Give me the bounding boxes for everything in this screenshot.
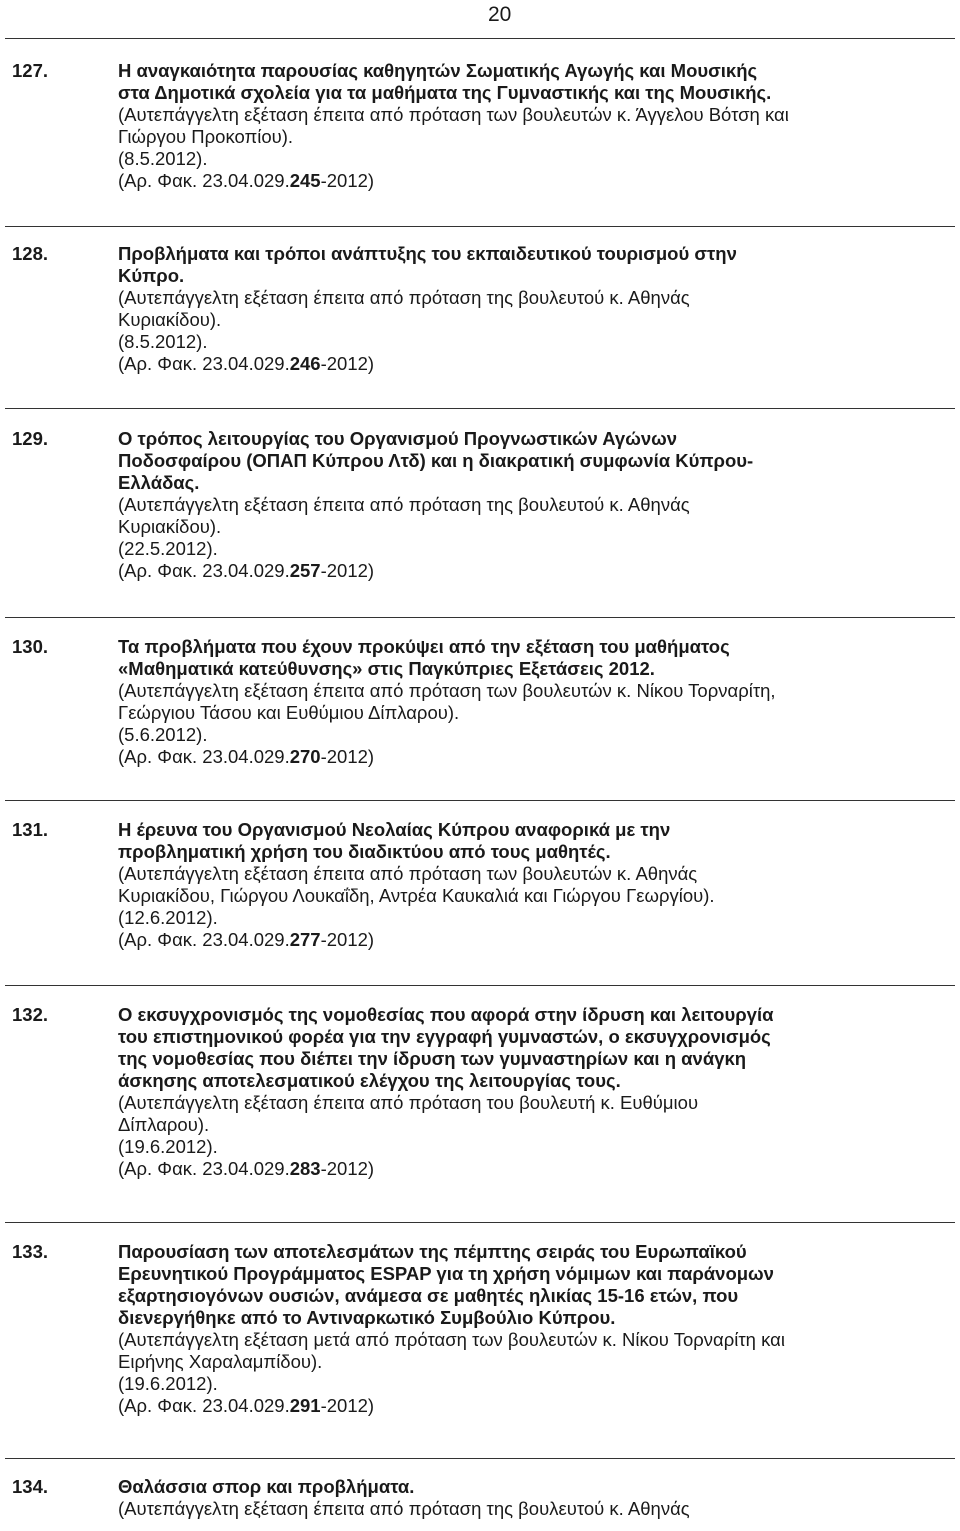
item-detail-line: Γιώργου Προκοπίου).: [118, 126, 294, 147]
item-body: [118, 243, 950, 375]
item-body: [118, 60, 950, 192]
file-prefix: (Αρ. Φακ. 23.04.029.: [118, 560, 290, 581]
file-suffix: -2012): [320, 929, 375, 950]
item-date: (8.5.2012).: [118, 148, 208, 169]
item-detail-line: (Αυτεπάγγελτη εξέταση έπειτα από πρόταση των βουλευτών κ. Νίκου Τορναρίτη,: [118, 680, 776, 701]
file-prefix: (Αρ. Φακ. 23.04.029.: [118, 170, 290, 191]
item-number: 127.: [12, 60, 49, 81]
item-detail-line: Ειρήνης Χαραλαμπίδου).: [118, 1351, 323, 1372]
item-detail-line: Κυριακίδου).: [118, 309, 222, 330]
item-date: (22.5.2012).: [118, 538, 218, 559]
item-file-ref: [118, 560, 950, 582]
item-number: 131.: [12, 819, 49, 840]
item-number: 130.: [12, 636, 49, 657]
item-file-ref: [118, 353, 950, 375]
item-detail-line: Κυριακίδου).: [118, 516, 222, 537]
item-number: 132.: [12, 1004, 49, 1025]
item-detail-line: Δίπλαρου).: [118, 1114, 210, 1135]
item-date: (5.6.2012).: [118, 724, 208, 745]
divider-top: [5, 38, 955, 39]
divider: [5, 617, 955, 618]
item-title-line: Ο τρόπος λειτουργίας του Οργανισμού Προγνωστικών Αγώνων: [118, 428, 678, 449]
divider: [5, 408, 955, 409]
item-title-line: άσκησης αποτελεσματικού ελέγχου της λειτουργίας τους.: [118, 1070, 621, 1091]
file-prefix: (Αρ. Φακ. 23.04.029.: [118, 929, 290, 950]
file-prefix: (Αρ. Φακ. 23.04.029.: [118, 1395, 290, 1416]
item-title-line: «Μαθηματικά κατεύθυνσης» στις Παγκύπριες Εξετάσεις 2012.: [118, 658, 655, 679]
item-body: [118, 636, 950, 768]
item-title-line: Παρουσίαση των αποτελεσμάτων της πέμπτης σειράς του Ευρωπαϊκού: [118, 1241, 747, 1262]
item-detail-line: (Αυτεπάγγελτη εξέταση έπειτα από πρόταση των βουλευτών κ. Αθηνάς: [118, 863, 698, 884]
item-title-line: Κύπρο.: [118, 265, 185, 286]
item-detail-line: (Αυτεπάγγελτη εξέταση έπειτα από πρόταση της βουλευτού κ. Αθηνάς: [118, 1498, 690, 1519]
item-date: (12.6.2012).: [118, 907, 218, 928]
item-file-ref: [118, 746, 950, 768]
item-body: [118, 1241, 950, 1417]
item-body: [118, 1004, 950, 1180]
item-number: 129.: [12, 428, 49, 449]
item-title-line: στα Δημοτικά σχολεία για τα μαθήματα της Γυμναστικής και της Μουσικής.: [118, 82, 772, 103]
divider: [5, 800, 955, 801]
file-number: 246: [289, 353, 321, 374]
file-prefix: (Αρ. Φακ. 23.04.029.: [118, 746, 290, 767]
item-body: [118, 819, 950, 951]
item-title-line: Ερευνητικού Προγράμματος ESPAP για τη χρήση νόμιμων και παράνομων: [118, 1263, 774, 1284]
item-title-line: Η αναγκαιότητα παρουσίας καθηγητών Σωματικής Αγωγής και Μουσικής: [118, 60, 758, 81]
item-title-line: Ποδοσφαίρου (ΟΠΑΠ Κύπρου Λτδ) και η διακρατική συμφωνία Κύπρου-: [118, 450, 754, 471]
item-title-line: Η έρευνα του Οργανισμού Νεολαίας Κύπρου αναφορικά με την: [118, 819, 671, 840]
divider: [5, 1222, 955, 1223]
item-date: (19.6.2012).: [118, 1136, 218, 1157]
file-number: 291: [289, 1395, 321, 1416]
file-suffix: -2012): [320, 560, 375, 581]
item-date: (19.6.2012).: [118, 1373, 218, 1394]
item-file-ref: [118, 929, 950, 951]
item-title-line: διενεργήθηκε από το Αντιναρκωτικό Συμβούλιο Κύπρου.: [118, 1307, 616, 1328]
item-detail-line: (Αυτεπάγγελτη εξέταση έπειτα από πρόταση της βουλευτού κ. Αθηνάς: [118, 494, 690, 515]
item-detail-line: (Αυτεπάγγελτη εξέταση έπειτα από πρόταση των βουλευτών κ. Άγγελου Βότση και: [118, 104, 789, 125]
file-suffix: -2012): [320, 1395, 375, 1416]
file-number: 283: [289, 1158, 321, 1179]
file-suffix: -2012): [320, 746, 375, 767]
file-suffix: -2012): [320, 170, 375, 191]
item-body: [118, 1476, 950, 1520]
file-number: 277: [289, 929, 321, 950]
item-number: 133.: [12, 1241, 49, 1262]
page-number: 20: [488, 3, 512, 26]
divider: [5, 226, 955, 227]
item-detail-line: (Αυτεπάγγελτη εξέταση έπειτα από πρόταση της βουλευτού κ. Αθηνάς: [118, 287, 690, 308]
item-title-line: Προβλήματα και τρόποι ανάπτυξης του εκπαιδευτικού τουρισμού στην: [118, 243, 737, 264]
file-number: 270: [289, 746, 321, 767]
item-body: [118, 428, 950, 582]
file-suffix: -2012): [320, 1158, 375, 1179]
item-number: 134.: [12, 1476, 49, 1497]
item-title-line: προβληματική χρήση του διαδικτύου από τους μαθητές.: [118, 841, 611, 862]
item-title-line: του επιστημονικού φορέα για την εγγραφή γυμναστών, ο εκσυγχρονισμός: [118, 1026, 771, 1047]
item-detail-line: Κυριακίδου, Γιώργου Λουκαΐδη, Αντρέα Καυκαλιά και Γιώργου Γεωργίου).: [118, 885, 715, 906]
item-title-line: Θαλάσσια σπορ και προβλήματα.: [118, 1476, 415, 1497]
file-number: 257: [289, 560, 321, 581]
item-title-line: εξαρτησιογόνων ουσιών, ανάμεσα σε μαθητές ηλικίας 15-16 ετών, που: [118, 1285, 739, 1306]
item-title-line: Ο εκσυγχρονισμός της νομοθεσίας που αφορά στην ίδρυση και λειτουργία: [118, 1004, 774, 1025]
item-detail-line: (Αυτεπάγγελτη εξέταση μετά από πρόταση των βουλευτών κ. Νίκου Τορναρίτη και: [118, 1329, 785, 1350]
item-title-line: της νομοθεσίας που διέπει την ίδρυση των γυμναστηρίων και η ανάγκη: [118, 1048, 747, 1069]
item-number: 128.: [12, 243, 49, 264]
file-prefix: (Αρ. Φακ. 23.04.029.: [118, 1158, 290, 1179]
item-file-ref: [118, 1395, 950, 1417]
item-file-ref: [118, 170, 950, 192]
item-title-line: Ελλάδας.: [118, 472, 200, 493]
item-detail-line: (Αυτεπάγγελτη εξέταση έπειτα από πρόταση του βουλευτή κ. Ευθύμιου: [118, 1092, 699, 1113]
item-file-ref: [118, 1158, 950, 1180]
file-number: 245: [289, 170, 321, 191]
item-date: (8.5.2012).: [118, 331, 208, 352]
file-prefix: (Αρ. Φακ. 23.04.029.: [118, 353, 290, 374]
item-detail-line: Γεώργιου Τάσου και Ευθύμιου Δίπλαρου).: [118, 702, 460, 723]
item-title-line: Τα προβλήματα που έχουν προκύψει από την εξέταση του μαθήματος: [118, 636, 730, 657]
divider: [5, 985, 955, 986]
file-suffix: -2012): [320, 353, 375, 374]
divider: [5, 1458, 955, 1459]
